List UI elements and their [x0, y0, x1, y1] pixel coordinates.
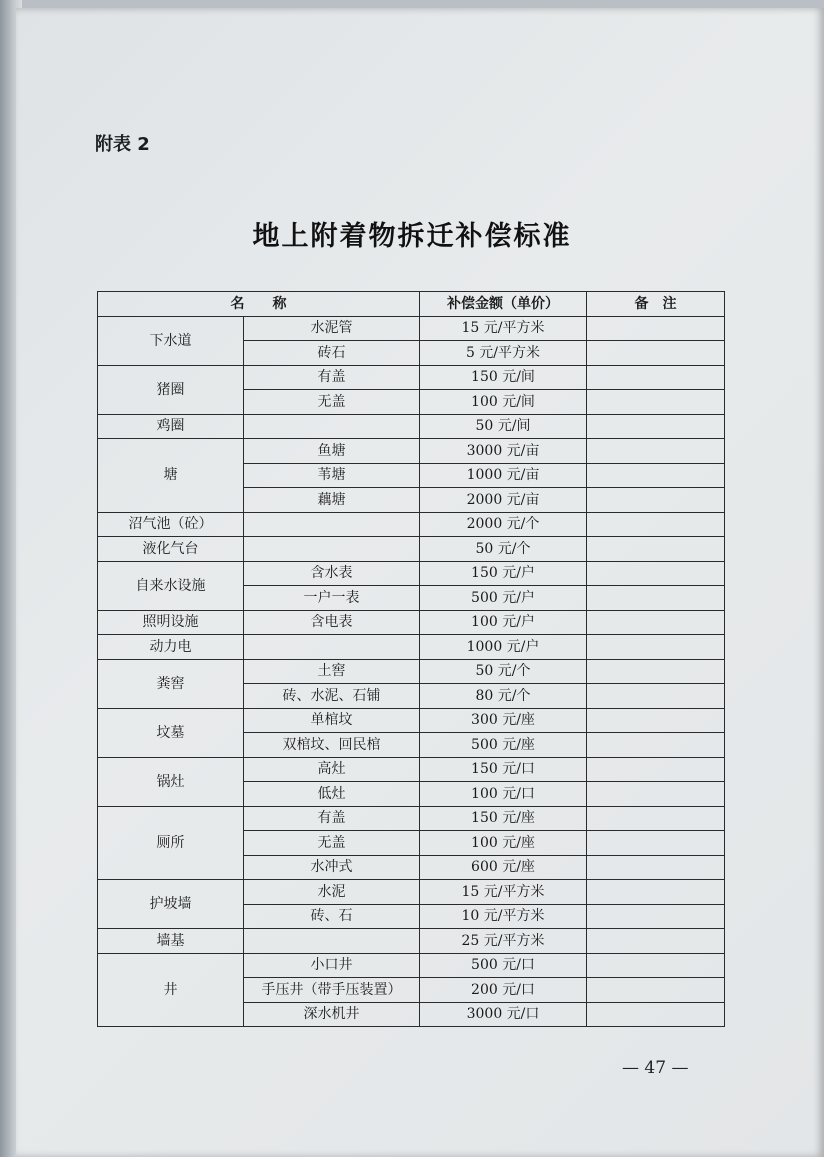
category-cell: 坟墓 — [98, 708, 244, 757]
subitem-cell: 水泥 — [244, 880, 420, 905]
note-cell — [587, 341, 725, 366]
amount-cell: 100 元/间 — [420, 390, 587, 415]
amount-cell: 50 元/个 — [420, 659, 587, 684]
table-row — [98, 708, 725, 733]
note-cell — [587, 855, 725, 880]
header-note: 备 注 — [587, 292, 725, 317]
amount-cell: 300 元/座 — [420, 708, 587, 733]
category-cell: 液化气台 — [98, 537, 244, 562]
subitem-cell — [244, 635, 420, 660]
subitem-cell: 低灶 — [244, 782, 420, 807]
amount-cell: 1000 元/户 — [420, 635, 587, 660]
amount-cell: 2000 元/个 — [420, 512, 587, 537]
note-cell — [587, 488, 725, 513]
note-cell — [587, 733, 725, 758]
category-cell: 下水道 — [98, 316, 244, 365]
amount-cell: 50 元/个 — [420, 537, 587, 562]
amount-cell: 100 元/户 — [420, 610, 587, 635]
category-cell: 粪窖 — [98, 659, 244, 708]
category-cell: 鸡圈 — [98, 414, 244, 439]
table-row — [98, 512, 725, 537]
subitem-cell: 砖、水泥、石铺 — [244, 684, 420, 709]
amount-cell: 100 元/座 — [420, 831, 587, 856]
category-cell: 墙基 — [98, 929, 244, 954]
subitem-cell: 含水表 — [244, 561, 420, 586]
subitem-cell: 单棺坟 — [244, 708, 420, 733]
note-cell — [587, 806, 725, 831]
subitem-cell: 藕塘 — [244, 488, 420, 513]
amount-cell: 80 元/个 — [420, 684, 587, 709]
category-cell: 照明设施 — [98, 610, 244, 635]
subitem-cell: 含电表 — [244, 610, 420, 635]
table-row — [98, 439, 725, 464]
amount-cell: 100 元/口 — [420, 782, 587, 807]
category-cell: 厕所 — [98, 806, 244, 880]
amount-cell: 2000 元/亩 — [420, 488, 587, 513]
amount-cell: 25 元/平方米 — [420, 929, 587, 954]
table-row — [98, 659, 725, 684]
table-row — [98, 414, 725, 439]
table-row — [98, 365, 725, 390]
note-cell — [587, 978, 725, 1003]
note-cell — [587, 390, 725, 415]
header-amount: 补偿金额（单价） — [420, 292, 587, 317]
subitem-cell: 双棺坟、回民棺 — [244, 733, 420, 758]
subitem-cell: 深水机井 — [244, 1002, 420, 1027]
amount-cell: 3000 元/亩 — [420, 439, 587, 464]
note-cell — [587, 635, 725, 660]
subitem-cell: 一户一表 — [244, 586, 420, 611]
note-cell — [587, 439, 725, 464]
table-row — [98, 757, 725, 782]
note-cell — [587, 757, 725, 782]
subitem-cell: 水冲式 — [244, 855, 420, 880]
table-row — [98, 953, 725, 978]
subitem-cell: 无盖 — [244, 831, 420, 856]
note-cell — [587, 610, 725, 635]
header-name: 名 称 — [98, 292, 420, 317]
amount-cell: 500 元/户 — [420, 586, 587, 611]
amount-cell: 1000 元/亩 — [420, 463, 587, 488]
subitem-cell: 有盖 — [244, 365, 420, 390]
compensation-table — [97, 291, 725, 1027]
subitem-cell — [244, 929, 420, 954]
table-row — [98, 635, 725, 660]
note-cell — [587, 708, 725, 733]
amount-cell: 15 元/平方米 — [420, 880, 587, 905]
table-header-row — [98, 292, 725, 317]
table-row — [98, 929, 725, 954]
category-cell: 护坡墙 — [98, 880, 244, 929]
amount-cell: 15 元/平方米 — [420, 316, 587, 341]
table-row — [98, 561, 725, 586]
amount-cell: 600 元/座 — [420, 855, 587, 880]
amount-cell: 500 元/口 — [420, 953, 587, 978]
category-cell: 锅灶 — [98, 757, 244, 806]
subitem-cell: 土窖 — [244, 659, 420, 684]
note-cell — [587, 831, 725, 856]
subitem-cell: 鱼塘 — [244, 439, 420, 464]
note-cell — [587, 512, 725, 537]
subitem-cell: 无盖 — [244, 390, 420, 415]
table-row — [98, 806, 725, 831]
note-cell — [587, 929, 725, 954]
subitem-cell: 高灶 — [244, 757, 420, 782]
table-row — [98, 316, 725, 341]
note-cell — [587, 659, 725, 684]
amount-cell: 200 元/口 — [420, 978, 587, 1003]
note-cell — [587, 904, 725, 929]
category-cell: 猪圈 — [98, 365, 244, 414]
table-row — [98, 537, 725, 562]
subitem-cell: 苇塘 — [244, 463, 420, 488]
amount-cell: 10 元/平方米 — [420, 904, 587, 929]
amount-cell: 150 元/座 — [420, 806, 587, 831]
note-cell — [587, 953, 725, 978]
note-cell — [587, 561, 725, 586]
note-cell — [587, 414, 725, 439]
page-title: 地上附着物拆迁补偿标准 — [252, 221, 572, 252]
note-cell — [587, 316, 725, 341]
appendix-label: 附表 2 — [95, 134, 150, 155]
table-body — [98, 316, 725, 1027]
amount-cell: 5 元/平方米 — [420, 341, 587, 366]
subitem-cell: 水泥管 — [244, 316, 420, 341]
category-cell: 塘 — [98, 439, 244, 513]
amount-cell: 150 元/间 — [420, 365, 587, 390]
subitem-cell: 砖、石 — [244, 904, 420, 929]
subitem-cell: 手压井（带手压装置） — [244, 978, 420, 1003]
category-cell: 自来水设施 — [98, 561, 244, 610]
table-row — [98, 610, 725, 635]
subitem-cell: 小口井 — [244, 953, 420, 978]
note-cell — [587, 782, 725, 807]
page-number: — 47 — — [622, 1058, 689, 1078]
note-cell — [587, 880, 725, 905]
table-row — [98, 880, 725, 905]
note-cell — [587, 463, 725, 488]
subitem-cell: 砖石 — [244, 341, 420, 366]
note-cell — [587, 365, 725, 390]
amount-cell: 50 元/间 — [420, 414, 587, 439]
amount-cell: 150 元/户 — [420, 561, 587, 586]
category-cell: 井 — [98, 953, 244, 1027]
amount-cell: 150 元/口 — [420, 757, 587, 782]
subitem-cell — [244, 414, 420, 439]
amount-cell: 500 元/座 — [420, 733, 587, 758]
note-cell — [587, 1002, 725, 1027]
subitem-cell — [244, 512, 420, 537]
note-cell — [587, 684, 725, 709]
amount-cell: 3000 元/口 — [420, 1002, 587, 1027]
note-cell — [587, 586, 725, 611]
subitem-cell — [244, 537, 420, 562]
subitem-cell: 有盖 — [244, 806, 420, 831]
note-cell — [587, 537, 725, 562]
category-cell: 动力电 — [98, 635, 244, 660]
compensation-table-wrapper — [97, 291, 724, 1027]
category-cell: 沼气池（砼） — [98, 512, 244, 537]
